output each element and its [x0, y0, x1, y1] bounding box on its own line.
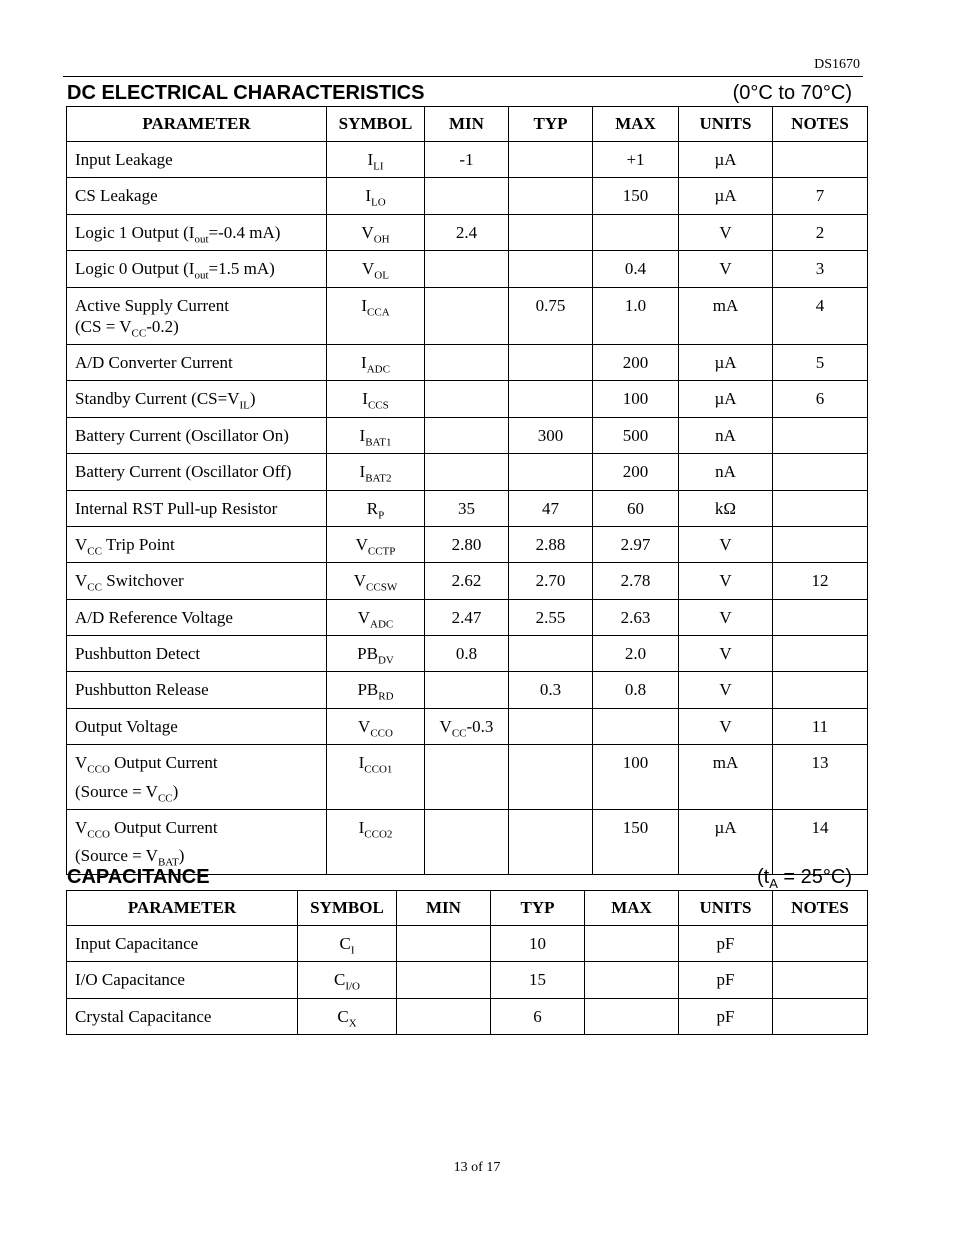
- notes-cell: [773, 599, 868, 635]
- typ-cell: 0.75: [509, 287, 593, 344]
- symbol-cell: [327, 490, 425, 526]
- typ-cell: 47: [509, 490, 593, 526]
- parameter-text: V: [75, 753, 88, 773]
- cond-text: (t: [756, 866, 770, 888]
- parameter-cell: [67, 636, 327, 672]
- symbol-sub: CCS: [367, 399, 389, 412]
- col-header: PARAMETER: [67, 107, 327, 142]
- max-cell: 0.4: [593, 251, 679, 287]
- symbol-text: I: [359, 425, 366, 445]
- symbol-cell: [327, 563, 425, 599]
- typ-cell: [509, 344, 593, 380]
- symbol-text: PB: [357, 644, 378, 664]
- min-cell: 2.62: [425, 563, 509, 599]
- symbol-sub: BAT1: [365, 436, 392, 449]
- units-cell: pF: [679, 962, 773, 998]
- units-cell: V: [679, 708, 773, 744]
- max-cell: 150: [593, 810, 679, 875]
- parameter-text: CS Leakage: [75, 186, 158, 206]
- cap-section-title: CAPACITANCE: [67, 866, 210, 888]
- table-row: [67, 417, 868, 453]
- units-cell: µA: [679, 344, 773, 380]
- typ-cell: [509, 142, 593, 178]
- dc-characteristics-table: [66, 106, 868, 875]
- notes-cell: 2: [773, 214, 868, 250]
- min-cell: [425, 344, 509, 380]
- parameter-text: -0.2): [146, 316, 179, 336]
- max-cell: [585, 926, 679, 962]
- min-cell: [425, 178, 509, 214]
- max-cell: 2.78: [593, 563, 679, 599]
- units-cell: pF: [679, 998, 773, 1034]
- notes-cell: [773, 490, 868, 526]
- symbol-text: V: [355, 534, 368, 554]
- symbol-sub: CCA: [367, 305, 390, 318]
- max-cell: 2.0: [593, 636, 679, 672]
- symbol-cell: [327, 672, 425, 708]
- max-cell: +1: [593, 142, 679, 178]
- typ-cell: [509, 178, 593, 214]
- cond-sub: A: [769, 876, 778, 891]
- table-row: [67, 672, 868, 708]
- symbol-text: I: [359, 462, 366, 482]
- symbol-sub: X: [348, 1017, 357, 1030]
- notes-cell: [773, 672, 868, 708]
- units-cell: µA: [679, 142, 773, 178]
- notes-cell: 6: [773, 381, 868, 417]
- col-header: PARAMETER: [67, 891, 298, 926]
- units-cell: µA: [679, 178, 773, 214]
- parameter-text: A/D Reference Voltage: [75, 607, 233, 627]
- table-row: [67, 708, 868, 744]
- parameter-cell: [67, 745, 327, 810]
- parameter-sub: CC: [87, 581, 102, 594]
- parameter-text: Battery Current (Oscillator Off): [75, 462, 292, 482]
- symbol-cell: [327, 636, 425, 672]
- symbol-sub: P: [378, 508, 385, 521]
- max-cell: 100: [593, 381, 679, 417]
- max-cell: [593, 214, 679, 250]
- max-cell: 200: [593, 344, 679, 380]
- symbol-text: V: [353, 571, 367, 591]
- min-sub: CC: [451, 727, 467, 740]
- parameter-text: Standby Current (CS=V: [75, 389, 240, 409]
- parameter-sub: out: [194, 233, 209, 246]
- symbol-sub: CCTP: [367, 545, 396, 558]
- symbol-cell: [298, 962, 397, 998]
- min-cell: [425, 287, 509, 344]
- symbol-sub: LI: [373, 160, 384, 173]
- col-header: TYP: [491, 891, 585, 926]
- symbol-cell: [327, 417, 425, 453]
- min-cell: [425, 708, 509, 744]
- max-cell: 2.63: [593, 599, 679, 635]
- symbol-text: R: [366, 498, 379, 518]
- parameter-text: Logic 0 Output (I: [75, 259, 195, 279]
- min-cell: [397, 926, 491, 962]
- typ-cell: 10: [491, 926, 585, 962]
- parameter-sub: CC: [131, 326, 147, 339]
- symbol-text: V: [361, 222, 374, 242]
- parameter-text: Logic 1 Output (I: [75, 222, 195, 242]
- parameter-text: Output Current: [109, 753, 218, 773]
- typ-cell: 0.3: [509, 672, 593, 708]
- typ-cell: [509, 381, 593, 417]
- units-cell: kΩ: [679, 490, 773, 526]
- parameter-text: Crystal Capacitance: [75, 1006, 212, 1026]
- symbol-sub: OH: [373, 233, 390, 246]
- parameter-text: =1.5 mA): [208, 259, 275, 279]
- units-cell: mA: [679, 745, 773, 810]
- notes-cell: 12: [773, 563, 868, 599]
- col-header: UNITS: [679, 891, 773, 926]
- typ-cell: 2.88: [509, 526, 593, 562]
- parameter-text: Output Voltage: [75, 716, 178, 736]
- table-row: [67, 287, 868, 344]
- units-cell: V: [679, 672, 773, 708]
- notes-cell: 13: [773, 745, 868, 810]
- parameter-cell: [67, 142, 327, 178]
- parameter-sub: out: [194, 269, 209, 282]
- parameter-cell: [67, 708, 327, 744]
- parameter-text: V: [75, 571, 88, 591]
- parameter-cell: [67, 672, 327, 708]
- max-cell: [593, 708, 679, 744]
- symbol-cell: [327, 526, 425, 562]
- symbol-text: V: [357, 607, 371, 627]
- parameter-cell: [67, 962, 298, 998]
- parameter-cell: [67, 344, 327, 380]
- max-cell: 2.97: [593, 526, 679, 562]
- parameter-cell: [67, 526, 327, 562]
- parameter-cell: [67, 998, 298, 1034]
- table-row: [67, 381, 868, 417]
- symbol-text: V: [362, 259, 375, 279]
- table-header-row: [67, 891, 868, 926]
- parameter-text: I/O Capacitance: [75, 970, 185, 990]
- notes-cell: 4: [773, 287, 868, 344]
- table-row: [67, 962, 868, 998]
- units-cell: V: [679, 526, 773, 562]
- symbol-cell: [327, 251, 425, 287]
- symbol-text: I: [365, 186, 371, 206]
- parameter-text: Pushbutton Detect: [75, 644, 201, 664]
- parameter-text: Input Capacitance: [75, 934, 199, 953]
- units-cell: V: [679, 214, 773, 250]
- symbol-sub: I: [350, 944, 355, 957]
- symbol-sub: CCO2: [364, 828, 393, 841]
- table-row: [67, 563, 868, 599]
- max-cell: 60: [593, 490, 679, 526]
- dc-section-condition: (0°C to 70°C): [732, 82, 852, 104]
- max-cell: 150: [593, 178, 679, 214]
- symbol-cell: [298, 998, 397, 1034]
- notes-cell: [773, 454, 868, 490]
- typ-cell: 15: [491, 962, 585, 998]
- parameter-text: Trip Point: [101, 534, 175, 554]
- min-cell: [425, 381, 509, 417]
- symbol-sub: RD: [378, 690, 394, 703]
- typ-cell: 2.70: [509, 563, 593, 599]
- col-header: MAX: [585, 891, 679, 926]
- capacitance-table: [66, 890, 868, 1035]
- symbol-cell: [327, 745, 425, 810]
- parameter-text: (Source = V: [75, 846, 158, 866]
- parameter-text: ): [178, 846, 185, 866]
- table-row: [67, 926, 868, 962]
- table-row: [67, 142, 868, 178]
- notes-cell: [773, 962, 868, 998]
- parameter-text: ): [249, 389, 256, 409]
- typ-cell: [509, 636, 593, 672]
- symbol-sub: ADC: [370, 618, 394, 631]
- parameter-sub: CCO: [87, 763, 110, 776]
- typ-cell: [509, 745, 593, 810]
- symbol-sub: OL: [374, 269, 389, 282]
- symbol-cell: [327, 381, 425, 417]
- symbol-cell: [298, 926, 397, 962]
- table-row: [67, 810, 868, 875]
- notes-cell: [773, 998, 868, 1034]
- parameter-cell: [67, 381, 327, 417]
- parameter-cell: [67, 454, 327, 490]
- symbol-cell: [327, 810, 425, 875]
- symbol-sub: CCSW: [366, 581, 398, 594]
- col-header: MIN: [397, 891, 491, 926]
- min-text: V: [439, 716, 452, 736]
- col-header: UNITS: [679, 107, 773, 142]
- units-cell: V: [679, 251, 773, 287]
- table-row: [67, 344, 868, 380]
- min-cell: 2.80: [425, 526, 509, 562]
- symbol-cell: [327, 708, 425, 744]
- notes-cell: [773, 142, 868, 178]
- parameter-sub: CCO: [87, 828, 110, 841]
- parameter-sub: BAT: [157, 856, 179, 869]
- parameter-text: (Source = V: [75, 781, 158, 801]
- symbol-sub: BAT2: [365, 472, 392, 485]
- max-cell: 200: [593, 454, 679, 490]
- symbol-text: I: [361, 352, 367, 372]
- notes-cell: [773, 526, 868, 562]
- max-cell: [585, 962, 679, 998]
- table-row: [67, 745, 868, 810]
- dc-section-title: DC ELECTRICAL CHARACTERISTICS: [67, 82, 425, 104]
- units-cell: V: [679, 599, 773, 635]
- parameter-cell: [67, 287, 327, 344]
- notes-cell: 5: [773, 344, 868, 380]
- parameter-cell: [67, 563, 327, 599]
- notes-cell: 11: [773, 708, 868, 744]
- max-cell: 1.0: [593, 287, 679, 344]
- max-cell: [585, 998, 679, 1034]
- units-cell: µA: [679, 381, 773, 417]
- typ-cell: [509, 251, 593, 287]
- col-header: NOTES: [773, 891, 868, 926]
- symbol-cell: [327, 214, 425, 250]
- symbol-cell: [327, 178, 425, 214]
- symbol-text: I: [361, 295, 368, 315]
- parameter-cell: [67, 417, 327, 453]
- table-row: [67, 251, 868, 287]
- symbol-sub: CCO: [370, 727, 393, 740]
- parameter-sub: CC: [157, 792, 173, 805]
- parameter-text: Active Supply Current: [75, 295, 229, 315]
- col-header: SYMBOL: [298, 891, 397, 926]
- min-cell: [397, 962, 491, 998]
- max-cell: 0.8: [593, 672, 679, 708]
- units-cell: V: [679, 636, 773, 672]
- parameter-text: Internal RST Pull-up Resistor: [75, 498, 278, 518]
- symbol-sub: I/O: [345, 980, 360, 993]
- parameter-cell: [67, 926, 298, 962]
- table-row: [67, 178, 868, 214]
- notes-cell: 14: [773, 810, 868, 875]
- min-cell: [425, 251, 509, 287]
- symbol-text: I: [367, 150, 374, 169]
- notes-cell: [773, 417, 868, 453]
- table-row: [67, 636, 868, 672]
- parameter-text: V: [75, 534, 88, 554]
- units-cell: V: [679, 563, 773, 599]
- symbol-cell: [327, 454, 425, 490]
- units-cell: pF: [679, 926, 773, 962]
- table-row: [67, 214, 868, 250]
- symbol-sub: LO: [371, 196, 386, 209]
- symbol-cell: [327, 287, 425, 344]
- typ-cell: 6: [491, 998, 585, 1034]
- max-cell: 500: [593, 417, 679, 453]
- symbol-cell: [327, 142, 425, 178]
- document-id: DS1670: [814, 57, 860, 72]
- max-cell: 100: [593, 745, 679, 810]
- col-header: MAX: [593, 107, 679, 142]
- parameter-cell: [67, 178, 327, 214]
- parameter-cell: [67, 490, 327, 526]
- min-cell: 2.4: [425, 214, 509, 250]
- min-cell: [397, 998, 491, 1034]
- symbol-sub: ADC: [366, 363, 390, 376]
- symbol-cell: [327, 599, 425, 635]
- parameter-sub: CC: [87, 545, 102, 558]
- parameter-text: Switchover: [101, 571, 184, 591]
- units-cell: nA: [679, 454, 773, 490]
- parameter-text: (CS = V: [75, 316, 132, 336]
- col-header: MIN: [425, 107, 509, 142]
- min-cell: -1: [425, 142, 509, 178]
- parameter-text: ): [172, 781, 179, 801]
- parameter-text: V: [75, 818, 88, 838]
- typ-cell: [509, 454, 593, 490]
- symbol-text: I: [362, 389, 368, 409]
- notes-cell: [773, 636, 868, 672]
- symbol-sub: CCO1: [364, 763, 393, 776]
- min-cell: [425, 417, 509, 453]
- units-cell: mA: [679, 287, 773, 344]
- cap-section-condition: [757, 866, 852, 891]
- col-header: SYMBOL: [327, 107, 425, 142]
- min-cell: [425, 672, 509, 708]
- symbol-sub: DV: [377, 654, 394, 667]
- typ-cell: 2.55: [509, 599, 593, 635]
- parameter-cell: [67, 214, 327, 250]
- min-cell: 2.47: [425, 599, 509, 635]
- parameter-text: A/D Converter Current: [75, 352, 233, 372]
- notes-cell: [773, 926, 868, 962]
- table-header-row: [67, 107, 868, 142]
- symbol-text: C: [339, 934, 351, 953]
- col-header: NOTES: [773, 107, 868, 142]
- symbol-text: PB: [357, 680, 379, 700]
- symbol-text: V: [358, 716, 371, 736]
- typ-cell: [509, 214, 593, 250]
- typ-cell: 300: [509, 417, 593, 453]
- notes-cell: 7: [773, 178, 868, 214]
- symbol-text: I: [358, 818, 365, 838]
- typ-cell: [509, 708, 593, 744]
- parameter-text: Battery Current (Oscillator On): [75, 425, 289, 445]
- typ-cell: [509, 810, 593, 875]
- notes-cell: 3: [773, 251, 868, 287]
- header-rule: [63, 76, 863, 77]
- table-row: [67, 526, 868, 562]
- parameter-text: Pushbutton Release: [75, 680, 209, 700]
- min-cell: [425, 745, 509, 810]
- parameter-text: Output Current: [109, 818, 218, 838]
- min-text: -0.3: [466, 716, 494, 736]
- page-number: 13 of 17: [453, 1160, 501, 1175]
- min-cell: [425, 454, 509, 490]
- parameter-cell: [67, 251, 327, 287]
- symbol-text: C: [337, 1006, 349, 1026]
- symbol-cell: [327, 344, 425, 380]
- symbol-text: C: [333, 970, 346, 990]
- min-cell: [425, 810, 509, 875]
- table-row: [67, 490, 868, 526]
- min-cell: 0.8: [425, 636, 509, 672]
- symbol-text: I: [358, 753, 365, 773]
- table-row: [67, 599, 868, 635]
- units-cell: µA: [679, 810, 773, 875]
- min-cell: 35: [425, 490, 509, 526]
- col-header: TYP: [509, 107, 593, 142]
- parameter-cell: [67, 599, 327, 635]
- parameter-text: Input Leakage: [75, 150, 173, 169]
- cond-text: = 25°C): [777, 866, 852, 888]
- table-row: [67, 454, 868, 490]
- parameter-sub: IL: [239, 399, 250, 412]
- table-row: [67, 998, 868, 1034]
- parameter-cell: [67, 810, 327, 875]
- parameter-text: =-0.4 mA): [208, 222, 281, 242]
- units-cell: nA: [679, 417, 773, 453]
